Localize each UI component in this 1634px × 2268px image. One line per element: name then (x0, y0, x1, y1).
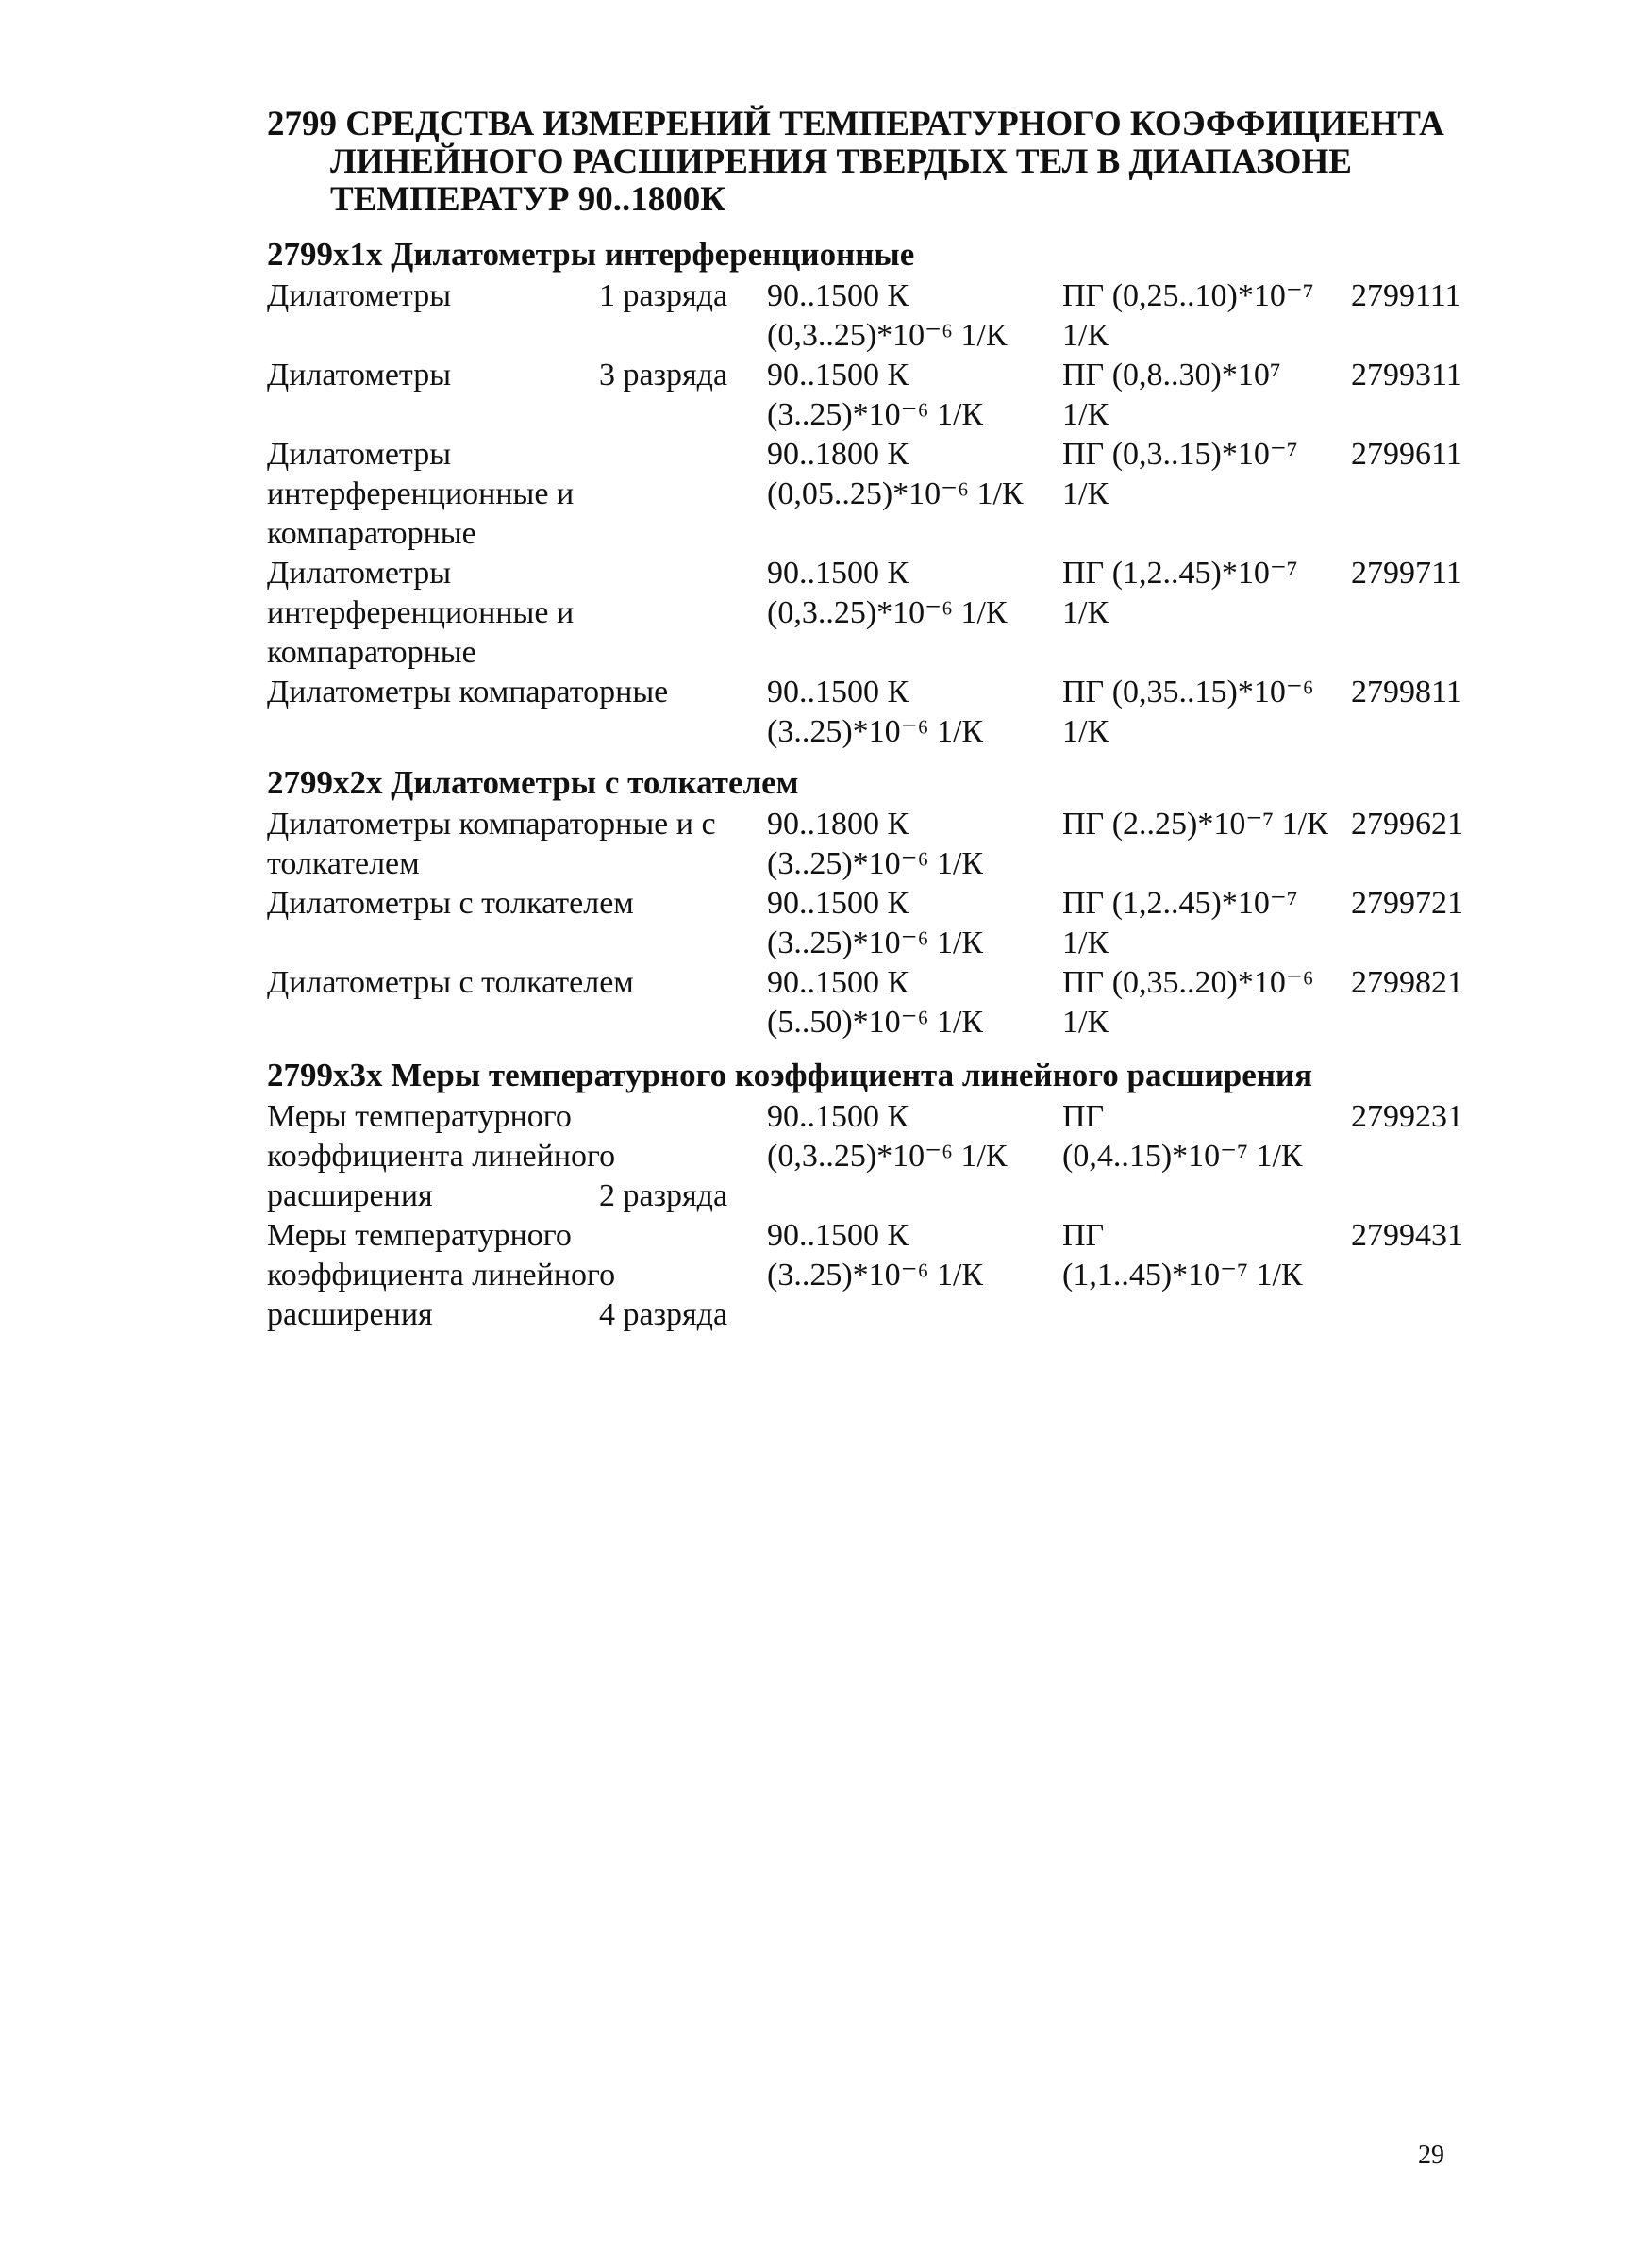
error-limit (1062, 1097, 1351, 1216)
measurement-range (767, 673, 1062, 752)
instrument-name-line: компараторные (267, 516, 476, 551)
section-heading: 2799x1x Дилатометры интерференционные (267, 236, 915, 273)
section-heading: 2799x2x Дилатометры с толкателем (267, 764, 799, 801)
error-line: (0,4..15)*10⁻⁷ 1/К (1062, 1139, 1303, 1174)
range-line: (0,3..25)*10⁻⁶ 1/К (767, 595, 1008, 630)
error-limit (1062, 963, 1351, 1042)
error-limit (1062, 805, 1351, 884)
grade-label: 2 разряда (599, 1178, 728, 1213)
section-dilatometers-interference (267, 236, 1512, 752)
instrument-name (267, 673, 767, 752)
instrument-name-line: Дилатометры компараторные (267, 675, 669, 709)
title-line: ЛИНЕЙНОГО РАСШИРЕНИЯ ТВЕРДЫХ ТЕЛ В ДИАПАЗОНЕ (330, 142, 1352, 181)
error-line: ПГ (1062, 1218, 1105, 1253)
instrument-name (267, 1216, 767, 1335)
error-line: ПГ (1,2..45)*10⁻⁷ (1062, 556, 1298, 591)
error-limit (1062, 435, 1351, 554)
instrument-name-line: коэффициента линейного (267, 1139, 616, 1174)
entry-row (267, 356, 1512, 435)
entry-row (267, 963, 1512, 1042)
instrument-name-line: расширения (267, 1178, 433, 1213)
error-line: ПГ (0,3..15)*10⁻⁷ (1062, 437, 1298, 472)
instrument-code: 2799621 (1351, 807, 1463, 842)
error-line: (1,1..45)*10⁻⁷ 1/К (1062, 1258, 1303, 1292)
instrument-name-line: Дилатометры с толкателем (267, 886, 634, 921)
range-line: (3..25)*10⁻⁶ 1/К (767, 1258, 984, 1292)
instrument-name (267, 1097, 767, 1216)
instrument-name-line: интерференционные и (267, 476, 575, 511)
range-line: 90..1500 К (767, 1218, 909, 1253)
instrument-name (267, 884, 767, 963)
measurement-range (767, 1216, 1062, 1335)
section-dilatometers-pusher (267, 764, 1512, 1042)
instrument-name-line: расширения (267, 1297, 433, 1332)
error-line: 1/К (1062, 1005, 1109, 1040)
range-line: (3..25)*10⁻⁶ 1/К (767, 846, 984, 881)
error-line: 1/К (1062, 714, 1109, 749)
instrument-name (267, 356, 767, 435)
instrument-name-line: Дилатометры компараторные и с (267, 807, 716, 842)
entry-row (267, 276, 1512, 356)
error-line: ПГ (0,25..10)*10⁻⁷ (1062, 278, 1314, 313)
title-line: ТЕМПЕРАТУР 90..1800К (330, 180, 726, 219)
error-line: ПГ (1,2..45)*10⁻⁷ (1062, 886, 1298, 921)
range-line: (0,05..25)*10⁻⁶ 1/К (767, 476, 1024, 511)
grade-label: 3 разряда (599, 358, 728, 392)
entry-row (267, 884, 1512, 963)
document-title (267, 106, 1493, 219)
measurement-range (767, 884, 1062, 963)
error-limit (1062, 884, 1351, 963)
section-expansion-standards (267, 1057, 1512, 1335)
range-line: 90..1500 К (767, 886, 909, 921)
page-number: 29 (1418, 2141, 1444, 2170)
range-line: 90..1500 К (767, 278, 909, 313)
error-limit (1062, 1216, 1351, 1335)
error-line: 1/К (1062, 595, 1109, 630)
range-line: (0,3..25)*10⁻⁶ 1/К (767, 318, 1008, 353)
error-limit (1062, 356, 1351, 435)
error-line: 1/К (1062, 476, 1109, 511)
instrument-code: 2799311 (1351, 358, 1462, 392)
instrument-name-line: компараторные (267, 635, 476, 670)
measurement-range (767, 1097, 1062, 1216)
instrument-code: 2799611 (1351, 437, 1462, 472)
instrument-name-line: интерференционные и (267, 595, 575, 630)
range-line: (0,3..25)*10⁻⁶ 1/К (767, 1139, 1008, 1174)
instrument-name-line: Дилатометры (267, 358, 452, 392)
range-line: 90..1500 К (767, 1099, 909, 1134)
range-line: 90..1500 К (767, 675, 909, 709)
measurement-range (767, 554, 1062, 673)
error-line: 1/К (1062, 397, 1109, 432)
instrument-name-line: коэффициента линейного (267, 1258, 616, 1292)
instrument-name-line: Дилатометры (267, 278, 452, 313)
error-limit (1062, 276, 1351, 356)
instrument-name (267, 276, 767, 356)
error-line: ПГ (2..25)*10⁻⁷ 1/К (1062, 807, 1328, 842)
entry-row (267, 673, 1512, 752)
instrument-name (267, 805, 767, 884)
grade-label: 4 разряда (599, 1297, 728, 1332)
error-line: 1/К (1062, 926, 1109, 960)
instrument-name (267, 435, 767, 554)
instrument-code: 2799711 (1351, 556, 1462, 591)
section-heading: 2799x3x Меры температурного коэффициента линейного расширения (267, 1057, 1313, 1093)
range-line: (5..50)*10⁻⁶ 1/К (767, 1005, 984, 1040)
range-line: (3..25)*10⁻⁶ 1/К (767, 714, 984, 749)
error-line: ПГ (0,35..20)*10⁻⁶ (1062, 965, 1314, 1000)
measurement-range (767, 805, 1062, 884)
entry-row (267, 554, 1512, 673)
title-line: 2799 СРЕДСТВА ИЗМЕРЕНИЙ ТЕМПЕРАТУРНОГО КОЭФФИЦИЕНТА (267, 105, 1444, 143)
error-line: ПГ (0,35..15)*10⁻⁶ (1062, 675, 1314, 709)
range-line: 90..1500 К (767, 358, 909, 392)
instrument-code: 2799811 (1351, 675, 1462, 709)
measurement-range (767, 963, 1062, 1042)
range-line: (3..25)*10⁻⁶ 1/К (767, 397, 984, 432)
instrument-code: 2799721 (1351, 886, 1463, 921)
error-line: ПГ (1062, 1099, 1105, 1134)
entry-row (267, 805, 1512, 884)
range-line: 90..1800 К (767, 807, 909, 842)
grade-label: 1 разряда (599, 278, 728, 313)
instrument-code: 2799821 (1351, 965, 1463, 1000)
instrument-name-line: Меры температурного (267, 1099, 572, 1134)
instrument-name (267, 554, 767, 673)
range-line: 90..1500 К (767, 556, 909, 591)
instrument-name-line: Дилатометры (267, 437, 452, 472)
instrument-name (267, 963, 767, 1042)
entry-row (267, 435, 1512, 554)
instrument-name-line: Дилатометры с толкателем (267, 965, 634, 1000)
measurement-range (767, 435, 1062, 554)
instrument-code: 2799231 (1351, 1099, 1463, 1134)
instrument-name-line: толкателем (267, 846, 420, 881)
error-line: ПГ (0,8..30)*10⁷ (1062, 358, 1281, 392)
instrument-code: 2799111 (1351, 278, 1461, 313)
entry-row (267, 1216, 1512, 1335)
instrument-name-line: Дилатометры (267, 556, 452, 591)
measurement-range (767, 356, 1062, 435)
error-line: 1/К (1062, 318, 1109, 353)
instrument-code: 2799431 (1351, 1218, 1463, 1253)
entry-row (267, 1097, 1512, 1216)
error-limit (1062, 554, 1351, 673)
range-line: (3..25)*10⁻⁶ 1/К (767, 926, 984, 960)
range-line: 90..1500 К (767, 965, 909, 1000)
measurement-range (767, 276, 1062, 356)
instrument-name-line: Меры температурного (267, 1218, 572, 1253)
error-limit (1062, 673, 1351, 752)
range-line: 90..1800 К (767, 437, 909, 472)
